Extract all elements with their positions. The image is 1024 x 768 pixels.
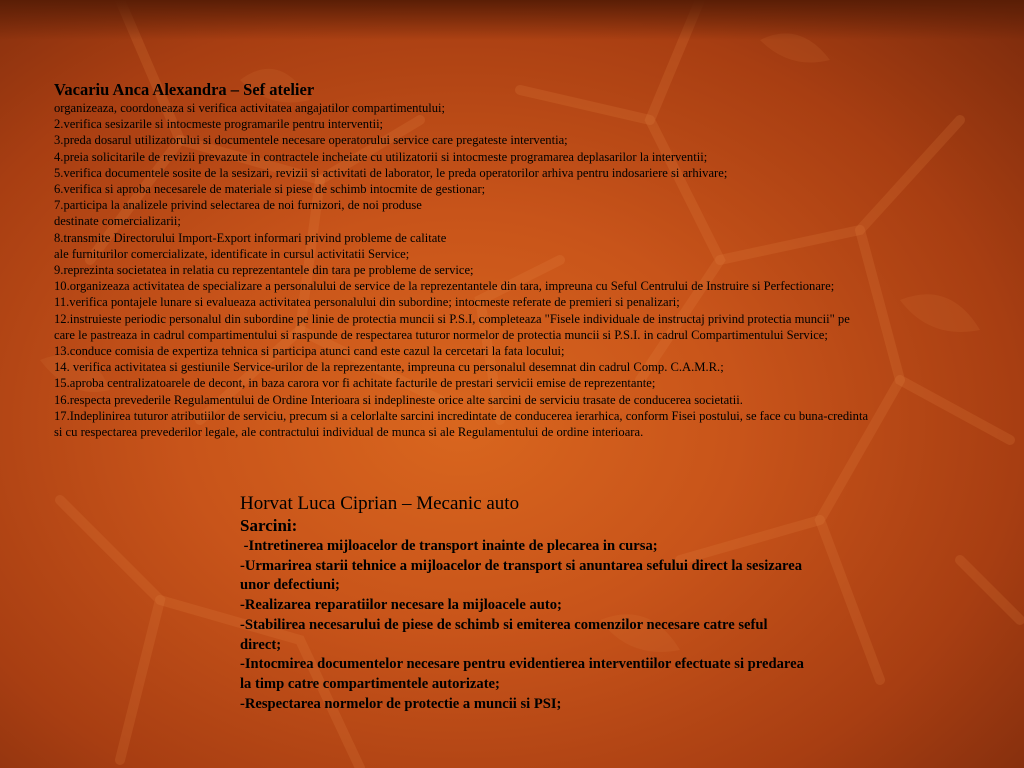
duty-line: 9.reprezinta societatea in relatia cu reprezentantele din tara pe probleme de service; (54, 263, 474, 278)
task-line: unor defectiuni; (240, 577, 340, 594)
mecanic-auto-section (240, 493, 940, 714)
task-line: direct; (240, 636, 282, 653)
duty-line: 13.conduce comisia de expertiza tehnica si participa atunci cand este cazul la cercetari la fata locului; (54, 344, 565, 359)
task-line: -Realizarea reparatiilor necesare la mijloacele auto; (240, 597, 562, 614)
duty-line: 14. verifica activitatea si gestiunile Service-urilor de la reprezentante, impreuna cu personalul desemnat din cadrul Comp. C.A.M.R.; (54, 360, 724, 375)
duty-line: 17.Indeplinirea tuturor atributiilor de serviciu, precum si a celorlalte sarcini incredintate de conducerea ierarhica, conform Fisei postului, se face cu buna-credinta (54, 408, 869, 423)
duty-line: organizeaza, coordoneaza si verifica activitatea angajatilor compartimentului; (54, 101, 446, 115)
task-line: -Intocmirea documentelor necesare pentru evidentierea interventiilor efectuate si predarea (240, 656, 804, 673)
sarcini-heading: Sarcini: (240, 516, 298, 535)
duty-line: 6.verifica si aproba necesarele de materiale si piese de schimb intocmite de gestionar; (54, 182, 486, 197)
duty-line: 16.respecta prevederile Regulamentului de Ordine Interioara si indeplineste orice alte sarcini de serviciu trasate de conducerea societatii. (54, 392, 743, 407)
duty-line: 3.preda dosarul utilizatorului si documentele necesare operatorului service care pregateste interventia; (54, 133, 568, 148)
task-line: -Intretinerea mijloacelor de transport inainte de plecarea in cursa; (240, 538, 658, 554)
duty-line: 2.verifica sesizarile si intocmeste programarile pentru interventii; (54, 117, 384, 132)
duty-line: 15.aproba centralizatoarele de decont, in baza carora vor fi achitate facturile de prestari servicii emise de reprezentante; (54, 376, 656, 391)
duty-line: 5.verifica documentele sosite de la sesizari, revizii si activitati de laborator, le preda operatorilor arhiva pentru indosariere si arhivare; (54, 165, 728, 180)
duty-line: 8.transmite Directorului Import-Export informari privind probleme de calitate (54, 230, 447, 245)
duty-line: si cu respectarea prevederilor legale, ale contractului individual de munca si ale Regulamentului de ordine interioara. (54, 425, 644, 440)
duty-line: destinate comercializarii; (54, 214, 181, 229)
duty-line: 10.organizeaza activitatea de specializare a personalului de service de la reprezentantele din tara, impreuna cu Seful Centrului de Instruire si Perfectionare; (54, 279, 835, 294)
sef-atelier-duties (54, 100, 994, 440)
task-line: la timp catre compartimentele autorizate; (240, 675, 500, 692)
sef-atelier-title: Vacariu Anca Alexandra – Sef atelier (54, 80, 315, 99)
sef-atelier-section (54, 80, 994, 440)
duty-line: 7.participa la analizele privind selectarea de noi furnizori, de noi produse (54, 198, 422, 213)
mecanic-auto-title: Horvat Luca Ciprian – Mecanic auto (240, 493, 520, 514)
duty-line: ale furniturilor comercializate, identificate in cursul activitatii Service; (54, 246, 410, 261)
task-line: -Respectarea normelor de protectie a muncii si PSI; (240, 695, 562, 712)
duty-line: 4.preia solicitarile de revizii prevazute in contractele incheiate cu utilizatorii si intocmeste programarea deplasarilor la interventii; (54, 149, 708, 164)
task-line: -Stabilirea necesarului de piese de schimb si emiterea comenzilor necesare catre seful (240, 616, 768, 633)
top-shade (0, 0, 1024, 40)
duty-line: 11.verifica pontajele lunare si evalueaza activitatea personalului din subordine; intocmeste referate de premieri si penalizari; (54, 295, 680, 310)
mecanic-auto-tasks (240, 537, 940, 714)
duty-line: 12.instruieste periodic personalul din subordine pe linie de protectia muncii si P.S.I, completeaza "Fisele individuale de instructaj privind protectia muncii" pe (54, 311, 850, 326)
duty-line: care le pastreaza in cadrul compartimentului si raspunde de respectarea tuturor normelor de protectia muncii si P.S.I. in cadrul Compartimentului Service; (54, 327, 828, 342)
task-line: -Urmarirea starii tehnice a mijloacelor de transport si anuntarea sefului direct la sesizarea (240, 557, 803, 574)
